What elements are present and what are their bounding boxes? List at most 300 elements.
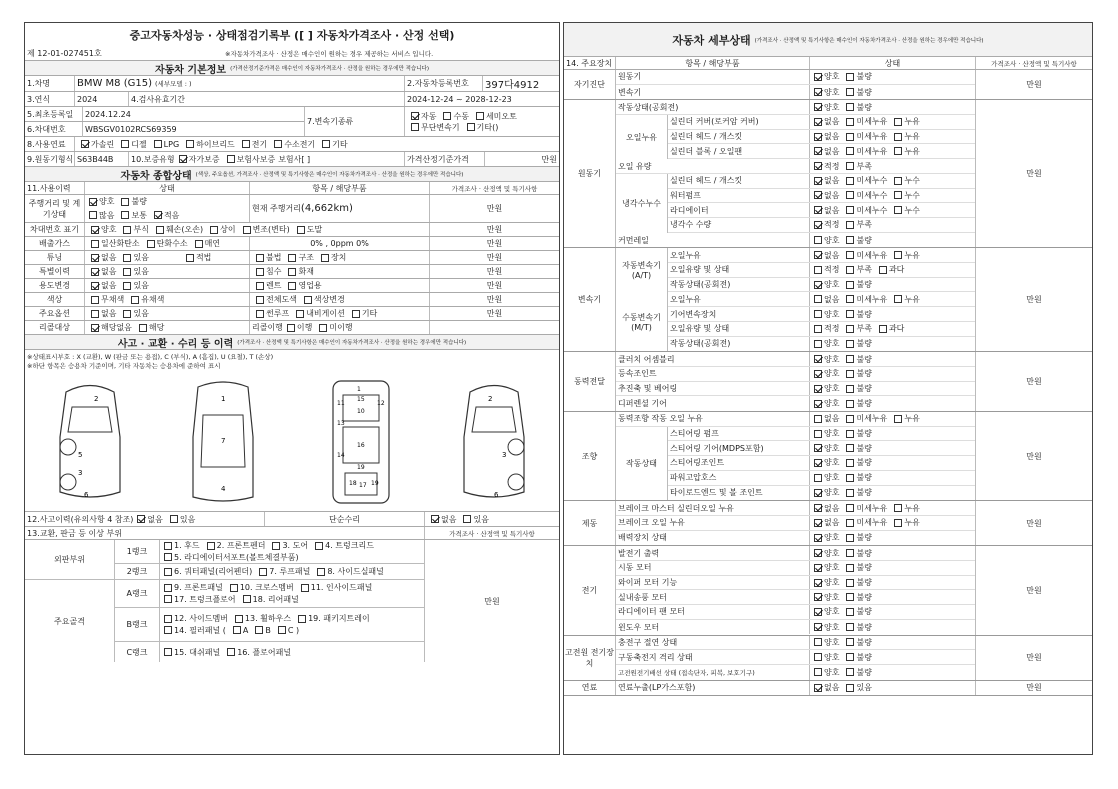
checkbox-icon[interactable] [814, 340, 822, 348]
checkbox-icon[interactable] [164, 553, 172, 561]
checkbox-icon[interactable] [321, 254, 329, 262]
detail-row [616, 590, 975, 605]
checkbox-icon[interactable] [170, 515, 178, 523]
checkbox-icon[interactable] [235, 615, 243, 623]
checkbox-icon[interactable] [846, 251, 854, 259]
checkbox-icon[interactable] [476, 112, 484, 120]
status-option: 누유 [890, 116, 919, 127]
svg-text:19: 19 [356, 463, 365, 471]
status-option: 미세누유 [842, 250, 887, 261]
checkbox-icon[interactable] [846, 206, 854, 214]
checkbox-icon[interactable] [846, 325, 854, 333]
checkbox-icon[interactable] [147, 240, 155, 248]
status-option: 불량 [842, 398, 871, 409]
status-option: 누유 [890, 131, 919, 142]
exchange-header: 13.교환, 판금 등 이상 부위 가격조사 · 산정액 및 특기사항 [25, 527, 559, 540]
status-option: 양호 [810, 443, 839, 454]
detail-item: 디퍼렌셜 기어 [616, 396, 810, 411]
checkbox-icon[interactable] [846, 221, 854, 229]
detail-row [616, 85, 975, 100]
status-option: 누수 [890, 205, 919, 216]
checkbox-icon[interactable] [814, 489, 822, 497]
mileage-value: (4,662km) [300, 203, 353, 214]
checkbox-icon[interactable] [814, 221, 822, 229]
checkbox-icon[interactable] [814, 88, 822, 96]
checkbox-icon[interactable] [846, 162, 854, 170]
detail-item: 스티어링 펌프 [668, 427, 810, 441]
checkbox-icon[interactable] [322, 140, 330, 148]
checkbox-icon[interactable] [91, 324, 99, 332]
checkbox-icon[interactable] [894, 295, 902, 303]
checkbox-icon[interactable] [243, 226, 251, 234]
checkbox-icon[interactable] [814, 385, 822, 393]
svg-text:1: 1 [356, 385, 361, 393]
status-option: 적정 [810, 323, 839, 334]
mileage-row: 주행거리 및 계기상태 양호 불량 많음 보통 적음 현재 주행거리 (4,662km) 만원 [25, 195, 559, 223]
detail-row [668, 292, 975, 307]
checkbox-icon[interactable] [274, 140, 282, 148]
price-unit: 만원 [541, 154, 557, 164]
checkbox-icon[interactable] [352, 310, 360, 318]
checkbox-icon[interactable] [846, 534, 854, 542]
checkbox-icon[interactable] [894, 415, 902, 423]
status-option: 불량 [842, 667, 871, 678]
status-option: 없음 [810, 682, 839, 693]
doc-no-row [25, 47, 559, 61]
checkbox-icon[interactable] [288, 254, 296, 262]
right-panel [563, 22, 1093, 755]
summary-header-history: 11.사용이력 [25, 182, 85, 194]
checkbox-icon[interactable] [123, 310, 131, 318]
emission-row: 배출가스 일산화탄소 탄화수소 매연 0% , 0ppm 0% 만원 [25, 237, 559, 251]
trans-semi: 세미오토 [472, 111, 517, 122]
checkbox-icon[interactable] [186, 254, 194, 262]
detail-row [616, 636, 975, 651]
checkbox-icon[interactable] [91, 226, 99, 234]
checkbox-icon[interactable] [846, 430, 854, 438]
detail-row [616, 70, 975, 85]
checkbox-icon[interactable] [846, 564, 854, 572]
warranty-cell: 10.보증유형 자가보증 보험사보증 보험사[ ] [129, 152, 405, 166]
checkbox-icon[interactable] [164, 584, 172, 592]
checkbox-icon[interactable] [814, 668, 822, 676]
detail-item: 시동 모터 [616, 561, 810, 575]
checkbox-icon[interactable] [814, 430, 822, 438]
checkbox-icon[interactable] [846, 608, 854, 616]
checkbox-icon[interactable] [230, 584, 238, 592]
checkbox-icon[interactable] [846, 385, 854, 393]
detail-item: 라디에이터 [668, 203, 810, 217]
status-option: 미세누수 [842, 175, 887, 186]
detail-price-unit: 만원 [1026, 169, 1042, 179]
detail-row [616, 396, 975, 411]
checkbox-icon[interactable] [814, 281, 822, 289]
checkbox-icon[interactable] [91, 282, 99, 290]
detail-row [668, 115, 975, 130]
checkbox-icon[interactable] [894, 191, 902, 199]
checkbox-icon[interactable] [301, 584, 309, 592]
checkbox-icon[interactable] [256, 268, 264, 276]
checkbox-icon[interactable] [846, 549, 854, 557]
checkbox-icon[interactable] [123, 268, 131, 276]
detail-row [616, 412, 975, 427]
reg-no: 397다4912 [485, 80, 540, 91]
checkbox-icon[interactable] [814, 623, 822, 631]
checkbox-icon[interactable] [431, 515, 439, 523]
checkbox-icon[interactable] [879, 266, 887, 274]
checkbox-icon[interactable] [846, 177, 854, 185]
detail-subgroup-name: 오일누유 [616, 115, 668, 159]
detail-item: 오일유량 및 상태 [668, 263, 810, 277]
checkbox-icon[interactable] [304, 296, 312, 304]
checkbox-icon[interactable] [814, 206, 822, 214]
checkbox-icon[interactable] [210, 226, 218, 234]
detail-price-unit: 만원 [1026, 451, 1042, 461]
svg-text:11: 11 [336, 399, 345, 407]
detail-group-name: 자기진단 [564, 70, 616, 99]
detail-row [668, 307, 975, 322]
summary-title: 자동차 종합상태 [120, 170, 192, 182]
checkbox-icon[interactable] [814, 504, 822, 512]
svg-text:3: 3 [502, 450, 507, 459]
outer-label: 외판부위 [25, 540, 114, 580]
basic-note: (가격산정기준가격은 매수인이 자동차가격조사 · 산정을 원하는 경우에만 적습니다) [230, 66, 430, 72]
checkbox-icon[interactable] [814, 684, 822, 692]
checkbox-icon[interactable] [846, 370, 854, 378]
status-option: 불량 [842, 457, 871, 468]
status-option: 미세누유 [842, 294, 887, 305]
detail-row [616, 100, 975, 115]
checkbox-icon[interactable] [846, 236, 854, 244]
checkbox-icon[interactable] [846, 191, 854, 199]
checkbox-icon[interactable] [81, 140, 89, 148]
checkbox-icon[interactable] [154, 140, 162, 148]
first-reg-label: 5.최초등록일 [25, 107, 83, 121]
checkbox-icon[interactable] [156, 226, 164, 234]
checkbox-icon[interactable] [467, 123, 475, 131]
diagram-num-1: 1 [221, 394, 226, 403]
vin-label: 6.차대번호 [25, 122, 83, 137]
checkbox-icon[interactable] [846, 668, 854, 676]
checkbox-icon[interactable] [846, 310, 854, 318]
checkbox-icon[interactable] [846, 579, 854, 587]
checkbox-icon[interactable] [319, 324, 327, 332]
svg-text:10: 10 [356, 407, 365, 415]
checkbox-icon[interactable] [91, 310, 99, 318]
checkbox-icon[interactable] [121, 140, 129, 148]
checkbox-icon[interactable] [814, 355, 822, 363]
checkbox-icon[interactable] [123, 226, 131, 234]
detail-item: 스티어링조인트 [668, 456, 810, 470]
detail-body [564, 70, 1092, 696]
checkbox-icon[interactable] [814, 118, 822, 126]
checkbox-icon[interactable] [894, 504, 902, 512]
checkbox-icon[interactable] [814, 251, 822, 259]
checkbox-icon[interactable] [207, 542, 215, 550]
detail-row [616, 233, 975, 248]
svg-text:18: 18 [348, 479, 357, 487]
checkbox-icon[interactable] [89, 211, 97, 219]
checkbox-icon[interactable] [846, 103, 854, 111]
emission-values: 0% , 0ppm 0% [250, 237, 430, 250]
status-option: 양호 [810, 428, 839, 439]
svg-text:16: 16 [356, 441, 365, 449]
checkbox-icon[interactable] [317, 568, 325, 576]
checkbox-icon[interactable] [814, 266, 822, 274]
trans-auto: 자동 [407, 111, 436, 122]
checkbox-icon[interactable] [814, 519, 822, 527]
checkbox-icon[interactable] [846, 281, 854, 289]
detail-item: 라디에이터 팬 모터 [616, 605, 810, 619]
checkbox-icon[interactable] [255, 626, 263, 634]
detail-row [668, 130, 975, 145]
checkbox-icon[interactable] [846, 623, 854, 631]
detail-row [616, 576, 975, 591]
checkbox-icon[interactable] [814, 444, 822, 452]
status-option: 양호 [810, 235, 839, 246]
checkbox-icon[interactable] [894, 177, 902, 185]
checkbox-icon[interactable] [814, 310, 822, 318]
checkbox-icon[interactable] [256, 254, 264, 262]
checkbox-icon[interactable] [846, 489, 854, 497]
checkbox-icon[interactable] [227, 648, 235, 656]
checkbox-icon[interactable] [814, 415, 822, 423]
checkbox-icon[interactable] [164, 568, 172, 576]
detail-subgroup-name: 자동변속기 (A/T) [616, 248, 668, 292]
diagram-num-6: 6 [83, 490, 89, 499]
checkbox-icon[interactable] [121, 211, 129, 219]
valid: 2024-12-24 ~ 2028-12-23 [407, 94, 512, 104]
detail-group-name: 고전원 전기장치 [564, 636, 616, 680]
status-option: 미세누유 [842, 517, 887, 528]
basic-row-3 [25, 107, 559, 137]
checkbox-icon[interactable] [91, 296, 99, 304]
checkbox-icon[interactable] [91, 268, 99, 276]
checkbox-icon[interactable] [164, 615, 172, 623]
checkbox-icon[interactable] [846, 684, 854, 692]
accident-history-row: 12.사고이력(유의사항 4 참조) 없음 있음 단순수리 없음 있음 [25, 512, 559, 527]
checkbox-icon[interactable] [846, 638, 854, 646]
checkbox-icon[interactable] [91, 240, 99, 248]
status-option: 부족 [842, 264, 871, 275]
checkbox-icon[interactable] [814, 133, 822, 141]
checkbox-icon[interactable] [846, 73, 854, 81]
status-option: 없음 [810, 175, 839, 186]
checkbox-icon[interactable] [846, 653, 854, 661]
checkbox-icon[interactable] [814, 549, 822, 557]
basic-row-2 [25, 92, 559, 107]
checkbox-icon[interactable] [233, 626, 241, 634]
checkbox-icon[interactable] [131, 296, 139, 304]
detail-row [668, 174, 975, 189]
checkbox-icon[interactable] [139, 324, 147, 332]
status-option: 누유 [890, 503, 919, 514]
checkbox-icon[interactable] [894, 206, 902, 214]
checkbox-icon[interactable] [814, 564, 822, 572]
checkbox-icon[interactable] [846, 147, 854, 155]
status-option: 양호 [810, 472, 839, 483]
detail-item: 윈도우 모터 [616, 620, 810, 635]
detail-row [616, 159, 975, 174]
checkbox-icon[interactable] [814, 608, 822, 616]
checkbox-icon[interactable] [894, 147, 902, 155]
checkbox-icon[interactable] [814, 73, 822, 81]
checkbox-icon[interactable] [846, 88, 854, 96]
checkbox-icon[interactable] [846, 459, 854, 467]
checkbox-icon[interactable] [298, 615, 306, 623]
status-option: 없음 [810, 116, 839, 127]
checkbox-icon[interactable] [164, 542, 172, 550]
checkbox-icon[interactable] [256, 296, 264, 304]
trans-manual: 수동 [439, 111, 468, 122]
detail-price-unit: 만원 [1026, 295, 1042, 305]
status-option: 양호 [810, 532, 839, 543]
checkbox-icon[interactable] [894, 251, 902, 259]
checkbox-icon[interactable] [186, 140, 194, 148]
checkbox-icon[interactable] [846, 504, 854, 512]
checkbox-icon[interactable] [121, 198, 129, 206]
checkbox-icon[interactable] [315, 542, 323, 550]
checkbox-icon[interactable] [123, 282, 131, 290]
basic-section-title [25, 61, 559, 76]
checkbox-icon[interactable] [814, 325, 822, 333]
checkbox-icon[interactable] [814, 103, 822, 111]
checkbox-icon[interactable] [814, 162, 822, 170]
checkbox-icon[interactable] [288, 282, 296, 290]
status-option: 불량 [842, 562, 871, 573]
valid-label: 4.검사유효기간 [129, 92, 405, 106]
form-title: 중고자동차성능 · 상태점검기록부 ([ ] 자동차가격조사 · 산정 선택) [129, 29, 455, 42]
detail-item: 브레이크 마스터 실린더오일 누유 [616, 501, 810, 515]
car-name-cell [75, 76, 405, 91]
detail-group-name: 연료 [564, 681, 616, 696]
checkbox-icon[interactable] [814, 295, 822, 303]
status-option: 미세누유 [842, 131, 887, 142]
checkbox-icon[interactable] [846, 295, 854, 303]
status-option: 불량 [842, 472, 871, 483]
mileage-value-cell: 현재 주행거리 (4,662km) [250, 195, 430, 222]
detail-item: 원동기 [616, 70, 810, 84]
detail-row [668, 278, 975, 293]
checkbox-icon[interactable] [259, 568, 267, 576]
checkbox-icon[interactable] [814, 459, 822, 467]
checkbox-icon[interactable] [243, 595, 251, 603]
checkbox-icon[interactable] [296, 310, 304, 318]
checkbox-icon[interactable] [288, 268, 296, 276]
checkbox-icon[interactable] [846, 519, 854, 527]
detail-title: 자동차 세부상태 [672, 33, 751, 47]
checkbox-icon[interactable] [242, 140, 250, 148]
checkbox-icon[interactable] [846, 340, 854, 348]
detail-item: 오일누유 [668, 292, 810, 306]
status-option: 없음 [810, 250, 839, 261]
detail-item: 실내송풍 모터 [616, 590, 810, 604]
checkbox-icon[interactable] [846, 444, 854, 452]
checkbox-icon[interactable] [894, 118, 902, 126]
checkbox-icon[interactable] [814, 177, 822, 185]
detail-item: 작동상태(공회전) [668, 337, 810, 352]
checkbox-icon[interactable] [814, 593, 822, 601]
checkbox-icon[interactable] [846, 355, 854, 363]
status-option: 불량 [842, 428, 871, 439]
checkbox-icon[interactable] [256, 282, 264, 290]
checkbox-icon[interactable] [227, 155, 235, 163]
status-option: 양호 [810, 338, 839, 349]
detail-item: 실린더 헤드 / 개스킷 [668, 174, 810, 188]
checkbox-icon[interactable] [814, 579, 822, 587]
status-option: 누유 [890, 250, 919, 261]
detail-group [564, 412, 1092, 501]
checkbox-icon[interactable] [879, 325, 887, 333]
checkbox-icon[interactable] [846, 266, 854, 274]
checkbox-icon[interactable] [894, 133, 902, 141]
checkbox-icon[interactable] [814, 474, 822, 482]
status-option: 누유 [890, 413, 919, 424]
detail-group-name: 조향 [564, 412, 616, 500]
checkbox-icon[interactable] [814, 236, 822, 244]
checkbox-icon[interactable] [846, 593, 854, 601]
checkbox-icon[interactable] [164, 626, 172, 634]
checkbox-icon[interactable] [814, 400, 822, 408]
checkbox-icon[interactable] [814, 147, 822, 155]
checkbox-icon[interactable] [443, 112, 451, 120]
checkbox-icon[interactable] [846, 415, 854, 423]
checkbox-icon[interactable] [278, 626, 286, 634]
checkbox-icon[interactable] [297, 226, 305, 234]
checkbox-icon[interactable] [463, 515, 471, 523]
accident-section-title [25, 335, 559, 350]
checkbox-icon[interactable] [287, 324, 295, 332]
status-option: 불량 [842, 279, 871, 290]
status-option: 불량 [842, 102, 871, 113]
car-top-view-icon [183, 377, 263, 507]
checkbox-icon[interactable] [814, 638, 822, 646]
checkbox-icon[interactable] [411, 123, 419, 131]
checkbox-icon[interactable] [411, 112, 419, 120]
checkbox-icon[interactable] [164, 648, 172, 656]
detail-item: 오일누유 [668, 248, 810, 262]
checkbox-icon[interactable] [123, 254, 131, 262]
checkbox-icon[interactable] [154, 211, 162, 219]
checkbox-icon[interactable] [91, 254, 99, 262]
detail-group-name: 원동기 [564, 100, 616, 247]
checkbox-icon[interactable] [846, 400, 854, 408]
status-option: 없음 [810, 294, 839, 305]
checkbox-icon[interactable] [846, 133, 854, 141]
status-option: 누유 [890, 517, 919, 528]
checkbox-icon[interactable] [137, 515, 145, 523]
detail-item: 타이로드엔드 및 볼 조인트 [668, 486, 810, 501]
checkbox-icon[interactable] [846, 474, 854, 482]
checkbox-icon[interactable] [256, 310, 264, 318]
status-option: 불량 [842, 487, 871, 498]
checkbox-icon[interactable] [894, 519, 902, 527]
checkbox-icon[interactable] [272, 542, 280, 550]
detail-row [616, 605, 975, 620]
checkbox-icon[interactable] [164, 595, 172, 603]
checkbox-icon[interactable] [814, 534, 822, 542]
checkbox-icon[interactable] [89, 198, 97, 206]
detail-group [564, 681, 1092, 697]
checkbox-icon[interactable] [814, 191, 822, 199]
status-option: 양호 [810, 383, 839, 394]
checkbox-icon[interactable] [179, 155, 187, 163]
checkbox-icon[interactable] [846, 118, 854, 126]
detail-item: 발전기 출력 [616, 546, 810, 560]
checkbox-icon[interactable] [195, 240, 203, 248]
checkbox-icon[interactable] [814, 370, 822, 378]
checkbox-icon[interactable] [814, 653, 822, 661]
